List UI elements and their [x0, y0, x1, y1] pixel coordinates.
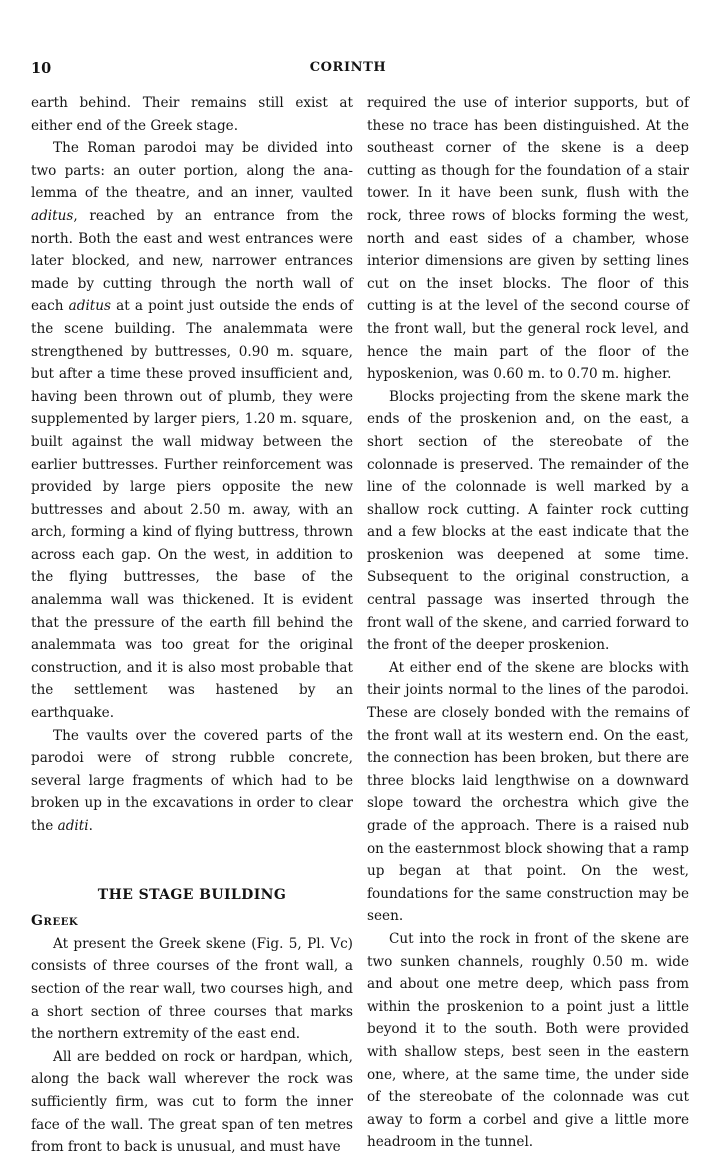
paragraph: Blocks projecting from the skene mark the ends of the proskenion and, on the east, a short section of the stereobate of the colonnade is preserved. The remainder of the line of the colonnade is well marked by a shallow rock cutting. A fainter rock cutting and a few blocks at the east indicate that the proskenion was deepened at some time. Subsequent to the original construction, a central passage was inserted through the front wall of the skene, and carried forward to the front of the deeper proskenion.: [367, 388, 689, 654]
paragraph: At present the Greek skene (Fig. 5, Pl. Vc) consists of three courses of the front wall, a section of the rear wall, two courses high, and a short section of three courses that marks the northern extremity of the east end.: [31, 935, 353, 1043]
running-title: CORINTH: [309, 60, 387, 75]
right-column: [367, 92, 689, 1154]
text-run: The Roman parodoi may be divided into two parts: an outer portion, along the analemma of the theatre, and an inner, vaulted: [31, 140, 353, 202]
page-number: 10: [31, 60, 52, 77]
text-run: , reached by an entrance from the north. Both the east and west entrances were later blocked, and new, narrower entrances made by cutting through the north wall of each: [31, 207, 353, 315]
italic-term: aditus: [31, 207, 74, 224]
italic-term: aditus: [68, 298, 112, 315]
left-column: [31, 92, 353, 1159]
italic-term: aditi: [57, 818, 89, 834]
text-run: at a point just outside the ends of the scene building. The analemmata were strengthened by buttresses, 0.90 m. square, but after a time these proved insufficient and, having been thrown out of plumb, they were supplemented by larger piers, 1.20 m. square, built against the wall midway between the earlier buttresses. Further reinforcement was provided by large piers opposite the new buttresses and about 2.50 m. away, with an arch, forming a kind of flying buttress, thrown across each gap. On the west, in addition to the flying buttresses, the base of the analemma wall was thickened. It is evident that the pressure of the earth fill behind the analemmata was too great for the original construction, and it is also most probable that the settlement was hastened by an earthquake.: [31, 298, 354, 722]
paragraph: All are bedded on rock or hardpan, which, along the back wall wherever the rock was sufficiently firm, was cut to form the inner face of the wall. The great span of ten metres from front to back is unusual, and must have: [31, 1048, 353, 1156]
paragraph: [31, 725, 353, 838]
section-heading: THE STAGE BUILDING: [97, 886, 287, 903]
page-header: [31, 60, 665, 82]
text-run: The vaults over the covered parts of the parodoi were of strong rubble concrete, several large fragments of which had to be broken up in the excavations in order to clear the: [31, 727, 353, 834]
text-run: .: [88, 818, 93, 834]
paragraph: Cut into the rock in front of the skene are two sunken channels, roughly 0.50 m. wide and about one metre deep, which pass from within the proskenion to a point just a little beyond it to the south. Both were provided with shallow steps, best seen in the eastern one, where, at the same time, the under side of the stereobate of the colonnade was cut away to form a corbel and give a little more headroom in the tunnel.: [367, 930, 689, 1151]
paragraph: required the use of interior supports, but of these no trace has been distinguished. At the southeast corner of the skene is a deep cutting as though for the foundation of a stair tower. In it have been sunk, flush with the rock, three rows of blocks forming the west, north and east sides of a chamber, whose interior dimensions are given by setting lines cut on the inset blocks. The floor of this cutting is at the level of the second course of the front wall, but the general rock level, and hence the main part of the floor of the hyposkenion, was 0.60 m. to 0.70 m. higher.: [367, 95, 689, 383]
paragraph: [31, 137, 353, 724]
subsection-heading: Greek: [31, 913, 79, 930]
paragraph: At either end of the skene are blocks with their joints normal to the lines of the parodoi. These are closely bonded with the remains of the front wall at its western end. On the east, the connection has been broken, but there are three blocks laid lengthwise on a downward slope toward the orchestra which give the grade of the approach. There is a raised nub on the easternmost block showing that a ramp up began at that point. On the west, foundations for the same construction may be seen.: [367, 659, 689, 925]
paragraph: earth behind. Their remains still exist at either end of the Greek stage.: [31, 95, 353, 134]
